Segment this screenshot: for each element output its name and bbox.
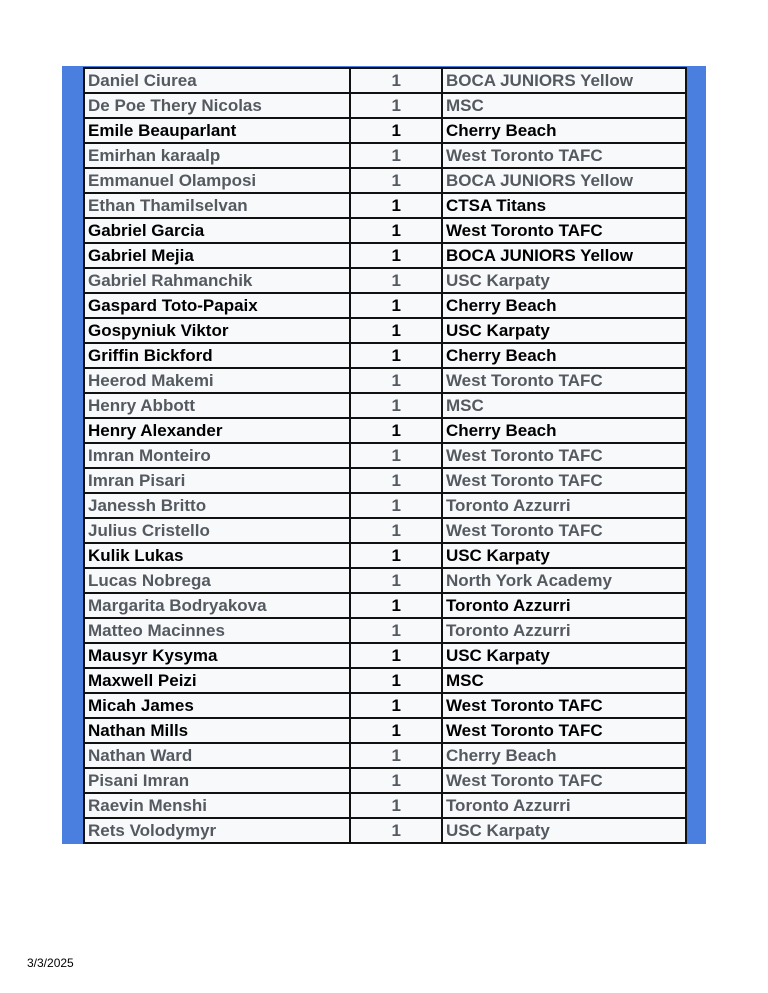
team-cell: MSC bbox=[442, 393, 686, 418]
player-name-cell: Emmanuel Olamposi bbox=[84, 168, 350, 193]
player-name-cell: Gospyniuk Viktor bbox=[84, 318, 350, 343]
team-cell: USC Karpaty bbox=[442, 318, 686, 343]
table-row bbox=[84, 68, 686, 93]
table-row bbox=[84, 343, 686, 368]
team-cell: CTSA Titans bbox=[442, 193, 686, 218]
table-row bbox=[84, 218, 686, 243]
count-cell: 1 bbox=[350, 768, 442, 793]
team-cell: West Toronto TAFC bbox=[442, 368, 686, 393]
player-name-cell: Imran Pisari bbox=[84, 468, 350, 493]
table-row bbox=[84, 118, 686, 143]
team-cell: West Toronto TAFC bbox=[442, 768, 686, 793]
team-cell: BOCA JUNIORS Yellow bbox=[442, 168, 686, 193]
player-name-cell: Griffin Bickford bbox=[84, 343, 350, 368]
table-row bbox=[84, 243, 686, 268]
table-row bbox=[84, 268, 686, 293]
player-name-cell: Rets Volodymyr bbox=[84, 818, 350, 843]
table-row bbox=[84, 618, 686, 643]
team-cell: Cherry Beach bbox=[442, 743, 686, 768]
team-cell: Toronto Azzurri bbox=[442, 493, 686, 518]
team-cell: Toronto Azzurri bbox=[442, 793, 686, 818]
count-cell: 1 bbox=[350, 368, 442, 393]
team-cell: North York Academy bbox=[442, 568, 686, 593]
roster-table-body bbox=[84, 68, 686, 843]
player-name-cell: Nathan Ward bbox=[84, 743, 350, 768]
count-cell: 1 bbox=[350, 468, 442, 493]
player-name-cell: Gabriel Mejia bbox=[84, 243, 350, 268]
table-row bbox=[84, 443, 686, 468]
table-row bbox=[84, 543, 686, 568]
table-row bbox=[84, 418, 686, 443]
team-cell: USC Karpaty bbox=[442, 543, 686, 568]
count-cell: 1 bbox=[350, 668, 442, 693]
table-row bbox=[84, 93, 686, 118]
count-cell: 1 bbox=[350, 718, 442, 743]
table-row bbox=[84, 318, 686, 343]
team-cell: Toronto Azzurri bbox=[442, 593, 686, 618]
team-cell: BOCA JUNIORS Yellow bbox=[442, 68, 686, 93]
count-cell: 1 bbox=[350, 543, 442, 568]
count-cell: 1 bbox=[350, 168, 442, 193]
player-name-cell: Pisani Imran bbox=[84, 768, 350, 793]
player-name-cell: Ethan Thamilselvan bbox=[84, 193, 350, 218]
player-name-cell: Janessh Britto bbox=[84, 493, 350, 518]
count-cell: 1 bbox=[350, 593, 442, 618]
table-row bbox=[84, 493, 686, 518]
player-name-cell: Raevin Menshi bbox=[84, 793, 350, 818]
table-row bbox=[84, 818, 686, 843]
table-row bbox=[84, 718, 686, 743]
table-row bbox=[84, 793, 686, 818]
count-cell: 1 bbox=[350, 418, 442, 443]
table-row bbox=[84, 193, 686, 218]
roster-table-frame bbox=[62, 66, 706, 844]
player-name-cell: Maxwell Peizi bbox=[84, 668, 350, 693]
player-name-cell: Nathan Mills bbox=[84, 718, 350, 743]
player-name-cell: De Poe Thery Nicolas bbox=[84, 93, 350, 118]
team-cell: Cherry Beach bbox=[442, 293, 686, 318]
count-cell: 1 bbox=[350, 618, 442, 643]
player-name-cell: Micah James bbox=[84, 693, 350, 718]
table-row bbox=[84, 693, 686, 718]
table-row bbox=[84, 643, 686, 668]
count-cell: 1 bbox=[350, 193, 442, 218]
table-row bbox=[84, 743, 686, 768]
count-cell: 1 bbox=[350, 318, 442, 343]
player-name-cell: Matteo Macinnes bbox=[84, 618, 350, 643]
player-name-cell: Julius Cristello bbox=[84, 518, 350, 543]
table-row bbox=[84, 593, 686, 618]
count-cell: 1 bbox=[350, 268, 442, 293]
count-cell: 1 bbox=[350, 643, 442, 668]
count-cell: 1 bbox=[350, 568, 442, 593]
player-name-cell: Heerod Makemi bbox=[84, 368, 350, 393]
team-cell: West Toronto TAFC bbox=[442, 468, 686, 493]
team-cell: USC Karpaty bbox=[442, 643, 686, 668]
player-name-cell: Daniel Ciurea bbox=[84, 68, 350, 93]
table-row bbox=[84, 368, 686, 393]
count-cell: 1 bbox=[350, 343, 442, 368]
count-cell: 1 bbox=[350, 68, 442, 93]
count-cell: 1 bbox=[350, 393, 442, 418]
roster-table bbox=[83, 67, 687, 844]
count-cell: 1 bbox=[350, 818, 442, 843]
count-cell: 1 bbox=[350, 518, 442, 543]
table-row bbox=[84, 768, 686, 793]
team-cell: MSC bbox=[442, 668, 686, 693]
table-row bbox=[84, 468, 686, 493]
team-cell: Cherry Beach bbox=[442, 343, 686, 368]
player-name-cell: Gaspard Toto-Papaix bbox=[84, 293, 350, 318]
table-row bbox=[84, 168, 686, 193]
table-row bbox=[84, 668, 686, 693]
table-row bbox=[84, 393, 686, 418]
player-name-cell: Henry Abbott bbox=[84, 393, 350, 418]
table-row bbox=[84, 568, 686, 593]
table-row bbox=[84, 293, 686, 318]
team-cell: MSC bbox=[442, 93, 686, 118]
count-cell: 1 bbox=[350, 743, 442, 768]
count-cell: 1 bbox=[350, 493, 442, 518]
team-cell: Cherry Beach bbox=[442, 118, 686, 143]
team-cell: West Toronto TAFC bbox=[442, 718, 686, 743]
player-name-cell: Gabriel Rahmanchik bbox=[84, 268, 350, 293]
player-name-cell: Kulik Lukas bbox=[84, 543, 350, 568]
player-name-cell: Margarita Bodryakova bbox=[84, 593, 350, 618]
team-cell: West Toronto TAFC bbox=[442, 218, 686, 243]
player-name-cell: Imran Monteiro bbox=[84, 443, 350, 468]
team-cell: BOCA JUNIORS Yellow bbox=[442, 243, 686, 268]
player-name-cell: Gabriel Garcia bbox=[84, 218, 350, 243]
player-name-cell: Emile Beauparlant bbox=[84, 118, 350, 143]
count-cell: 1 bbox=[350, 218, 442, 243]
team-cell: West Toronto TAFC bbox=[442, 518, 686, 543]
team-cell: USC Karpaty bbox=[442, 268, 686, 293]
count-cell: 1 bbox=[350, 293, 442, 318]
team-cell: USC Karpaty bbox=[442, 818, 686, 843]
team-cell: Cherry Beach bbox=[442, 418, 686, 443]
table-row bbox=[84, 518, 686, 543]
team-cell: West Toronto TAFC bbox=[442, 143, 686, 168]
count-cell: 1 bbox=[350, 243, 442, 268]
player-name-cell: Emirhan karaalp bbox=[84, 143, 350, 168]
table-row bbox=[84, 143, 686, 168]
team-cell: Toronto Azzurri bbox=[442, 618, 686, 643]
count-cell: 1 bbox=[350, 793, 442, 818]
player-name-cell: Mausyr Kysyma bbox=[84, 643, 350, 668]
count-cell: 1 bbox=[350, 93, 442, 118]
footer-date: 3/3/2025 bbox=[27, 956, 74, 970]
player-name-cell: Lucas Nobrega bbox=[84, 568, 350, 593]
team-cell: West Toronto TAFC bbox=[442, 693, 686, 718]
player-name-cell: Henry Alexander bbox=[84, 418, 350, 443]
team-cell: West Toronto TAFC bbox=[442, 443, 686, 468]
count-cell: 1 bbox=[350, 143, 442, 168]
count-cell: 1 bbox=[350, 118, 442, 143]
count-cell: 1 bbox=[350, 443, 442, 468]
count-cell: 1 bbox=[350, 693, 442, 718]
